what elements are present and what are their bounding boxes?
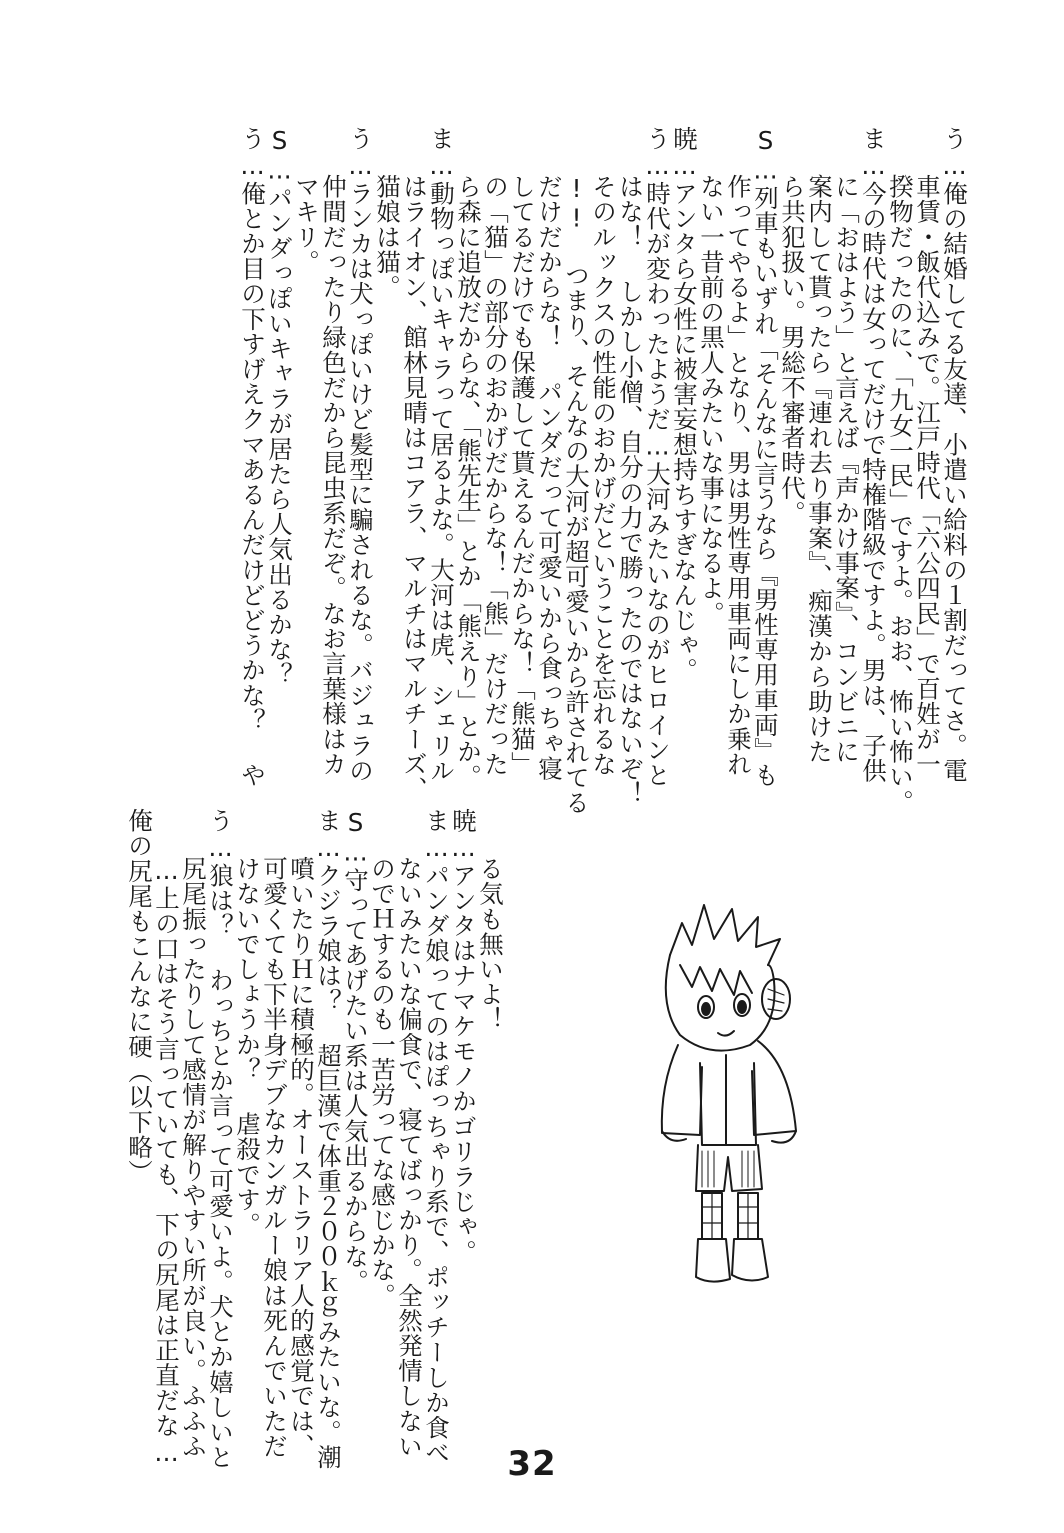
dialogue-line: の「猫」の部分のおかげだからな！「熊」だけだった (481, 174, 510, 777)
dialogue-line: に「おはよう」と言えば『声かけ事案』、コンビニに (832, 174, 861, 765)
dialogue-line: ま…動物っぽいキャラって居るよな。大河は虎、シェリル (427, 126, 456, 784)
dialogue-line: !! つまり、そんなの大河が超可愛いから許されてる (562, 174, 591, 815)
dialogue-line: S…列車もいずれ「そんなに言うなら『男性専用車両』も (751, 126, 780, 788)
dialogue-line: ない一昔前の黒人みたいな事になるよ。 (697, 174, 726, 626)
dialogue-line: る気も無いよ！ (476, 856, 505, 1032)
dialogue-block-bottom (125, 808, 505, 1470)
dialogue-line: ま…今の時代は女ってだけで特権階級ですよ。男は、子供 (859, 126, 888, 784)
dialogue-line: マキリ。 (292, 174, 321, 275)
dialogue-line: う…狼は？ わっちとか言って可愛いよ。犬とか嬉しいと (206, 808, 235, 1470)
dialogue-line: S…守ってあげたい系は人気出るからな。 (341, 808, 370, 1294)
dialogue-line: ら共犯扱い。男総不審者時代。 (778, 174, 807, 526)
dialogue-line: う…俺の結婚してる友達、小遣い給料の１割だってさ。電 (940, 126, 969, 784)
dialogue-block-top (238, 126, 969, 815)
chibi-character-illustration (640, 895, 820, 1295)
dialogue-line: S…パンダっぽいキャラが居たら人気出るかな？ (265, 126, 294, 688)
dialogue-line: そのルックスの性能のおかげだということを忘れるな (589, 174, 618, 777)
page-number: 32 (507, 1444, 557, 1484)
dialogue-line: ないみたいな偏食で、寝てばっかり。全然発情しない (395, 856, 424, 1459)
dialogue-line: だけだからな！ パンダだって可愛いから食っちゃ寝 (535, 174, 564, 781)
dialogue-line: けないでしょうか？ 虐殺です。 (233, 856, 262, 1237)
dialogue-line: 暁…アンタはナマケモノかゴリラじゃ。 (449, 808, 478, 1265)
dialogue-line: う…俺とか目の下すげえクマあるんだけどどうかな？ や (238, 126, 267, 788)
dialogue-line: はな！ しかし小僧、自分の力で勝ったのではないぞ！ (616, 174, 645, 806)
dialogue-line: してるだけでも保護して貰えるんだからな！「熊猫」 (508, 174, 537, 777)
dialogue-line: 案内して貰ったら『連れ去り事案』、痴漢から助けた (805, 174, 834, 765)
dialogue-line: 作ってやるよ」となり、男は男性専用車両にしか乗れ (724, 174, 753, 777)
dialogue-line: う…ランカは犬っぽいけど髪型に騙されるな。バジュラの (346, 126, 375, 784)
dialogue-line: ら森に追放だからな、「熊先生」とか「熊えり」とか。 (454, 174, 483, 790)
dialogue-line: …上の口はそう言っていても、下の尻尾は正直だな… (152, 856, 181, 1468)
dialogue-line: ま…クジラ娘は？ 超巨漢で体重２００ｋｇみたいな。潮 (314, 808, 343, 1470)
dialogue-line: のでＨするのも一苦労ってな感じかな。 (368, 856, 397, 1308)
dialogue-line: 車賃・飯代込みで。江戸時代「六公四民」で百姓が一 (913, 174, 942, 777)
dialogue-line: 可愛くても下半身デブなカンガルー娘は死んでいただ (260, 856, 289, 1459)
dialogue-line: 暁…アンタら女性に被害妄想持ちすぎなんじゃ。 (670, 126, 699, 683)
dialogue-line: 揆物だったのに、「九女一民」ですよ。おお、怖い怖い。 (886, 174, 915, 815)
dialogue-line: 仲間だったり緑色だから昆虫系だぞ。なお言葉様はカ (319, 174, 348, 777)
dialogue-line: 俺の尻尾もこんなに硬（以下略） (125, 808, 154, 1185)
dialogue-line: う…時代が変わったようだ…大河みたいなのがヒロインと (643, 126, 672, 788)
dialogue-line: ま…パンダ娘ってのはぽっちゃり系で、ポッチーしか食べ (422, 808, 451, 1466)
dialogue-line: 猫娘は猫。 (373, 174, 402, 300)
dialogue-line: 噴いたりＨに積極的。オーストラリア人的感覚では、 (287, 856, 316, 1459)
dialogue-line: はライオン、館林見晴はコアラ、マルチはマルチーズ、 (400, 174, 429, 802)
dialogue-line: 尻尾振ったりして感情が解りやすい所が良い。ふふふ (179, 856, 208, 1459)
